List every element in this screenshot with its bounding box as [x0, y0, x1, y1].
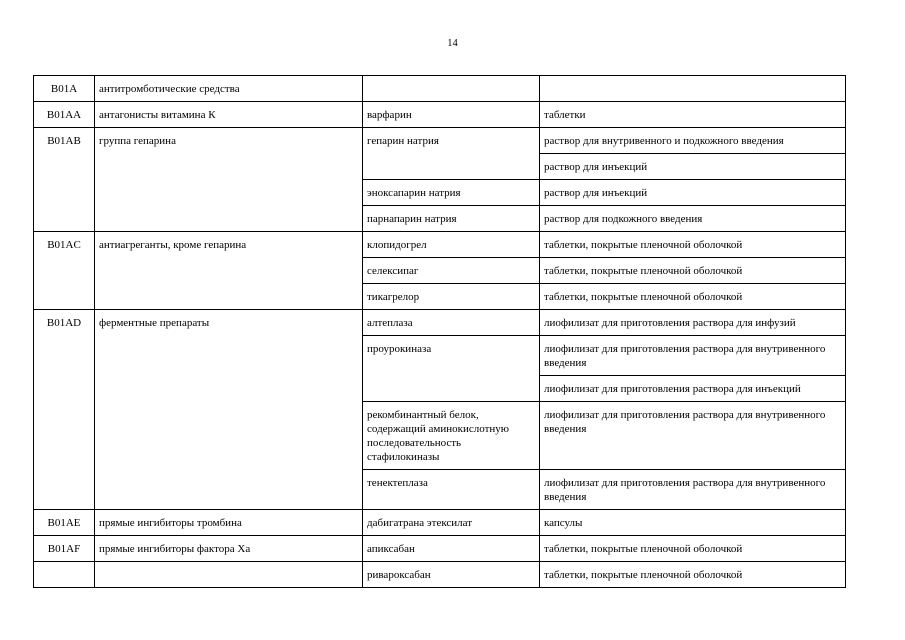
dosage-form: таблетки, покрытые пленочной оболочкой: [540, 284, 846, 310]
dosage-form: раствор для внутривенного и подкожного введения: [540, 128, 846, 154]
dosage-form: капсулы: [540, 510, 846, 536]
table-row: [34, 232, 846, 258]
table-row: [34, 536, 846, 562]
dosage-form: лиофилизат для приготовления раствора для внутривенного введения: [540, 402, 846, 470]
atc-group-empty: [95, 562, 363, 588]
dosage-form: раствор для инъекций: [540, 154, 846, 180]
drug-name: селексипаг: [363, 258, 540, 284]
atc-code: B01AB: [34, 128, 95, 232]
drug-name: [363, 76, 540, 102]
drug-name: ривароксабан: [363, 562, 540, 588]
atc-group: ферментные препараты: [95, 310, 363, 510]
table-row: [34, 102, 846, 128]
atc-code: B01A: [34, 76, 95, 102]
table-row: [34, 310, 846, 336]
drug-name: клопидогрел: [363, 232, 540, 258]
dosage-form: лиофилизат для приготовления раствора для инфузий: [540, 310, 846, 336]
dosage-form: таблетки, покрытые пленочной оболочкой: [540, 258, 846, 284]
atc-group: прямые ингибиторы тромбина: [95, 510, 363, 536]
table-row: [34, 76, 846, 102]
drug-name: тенектеплаза: [363, 470, 540, 510]
drug-name: варфарин: [363, 102, 540, 128]
drug-table: [33, 75, 846, 588]
atc-code: B01AC: [34, 232, 95, 310]
dosage-form: лиофилизат для приготовления раствора для внутривенного введения: [540, 336, 846, 376]
dosage-form: раствор для подкожного введения: [540, 206, 846, 232]
drug-name: проурокиназа: [363, 336, 540, 402]
dosage-form: лиофилизат для приготовления раствора для инъекций: [540, 376, 846, 402]
atc-group: антитромботические средства: [95, 76, 363, 102]
dosage-form: лиофилизат для приготовления раствора для внутривенного введения: [540, 470, 846, 510]
atc-code-empty: [34, 562, 95, 588]
dosage-form: таблетки, покрытые пленочной оболочкой: [540, 562, 846, 588]
atc-group: антиагреганты, кроме гепарина: [95, 232, 363, 310]
drug-name: тикагрелор: [363, 284, 540, 310]
drug-name: гепарин натрия: [363, 128, 540, 180]
dosage-form: таблетки, покрытые пленочной оболочкой: [540, 536, 846, 562]
atc-code: B01AD: [34, 310, 95, 510]
drug-name: эноксапарин натрия: [363, 180, 540, 206]
atc-code: B01AE: [34, 510, 95, 536]
page-number: 14: [447, 38, 458, 49]
drug-name: рекомбинантный белок, содержащий аминокислотную последовательность стафилокиназы: [363, 402, 540, 470]
atc-group: антагонисты витамина К: [95, 102, 363, 128]
atc-code: B01AA: [34, 102, 95, 128]
drug-name: дабигатрана этексилат: [363, 510, 540, 536]
dosage-form: [540, 76, 846, 102]
atc-code: B01AF: [34, 536, 95, 562]
dosage-form: таблетки: [540, 102, 846, 128]
dosage-form: таблетки, покрытые пленочной оболочкой: [540, 232, 846, 258]
drug-name: апиксабан: [363, 536, 540, 562]
drug-name: алтеплаза: [363, 310, 540, 336]
table-row: [34, 128, 846, 154]
table-row: [34, 510, 846, 536]
atc-group: прямые ингибиторы фактора Ха: [95, 536, 363, 562]
table-row: [34, 562, 846, 588]
drug-name: парнапарин натрия: [363, 206, 540, 232]
dosage-form: раствор для инъекций: [540, 180, 846, 206]
atc-group: группа гепарина: [95, 128, 363, 232]
